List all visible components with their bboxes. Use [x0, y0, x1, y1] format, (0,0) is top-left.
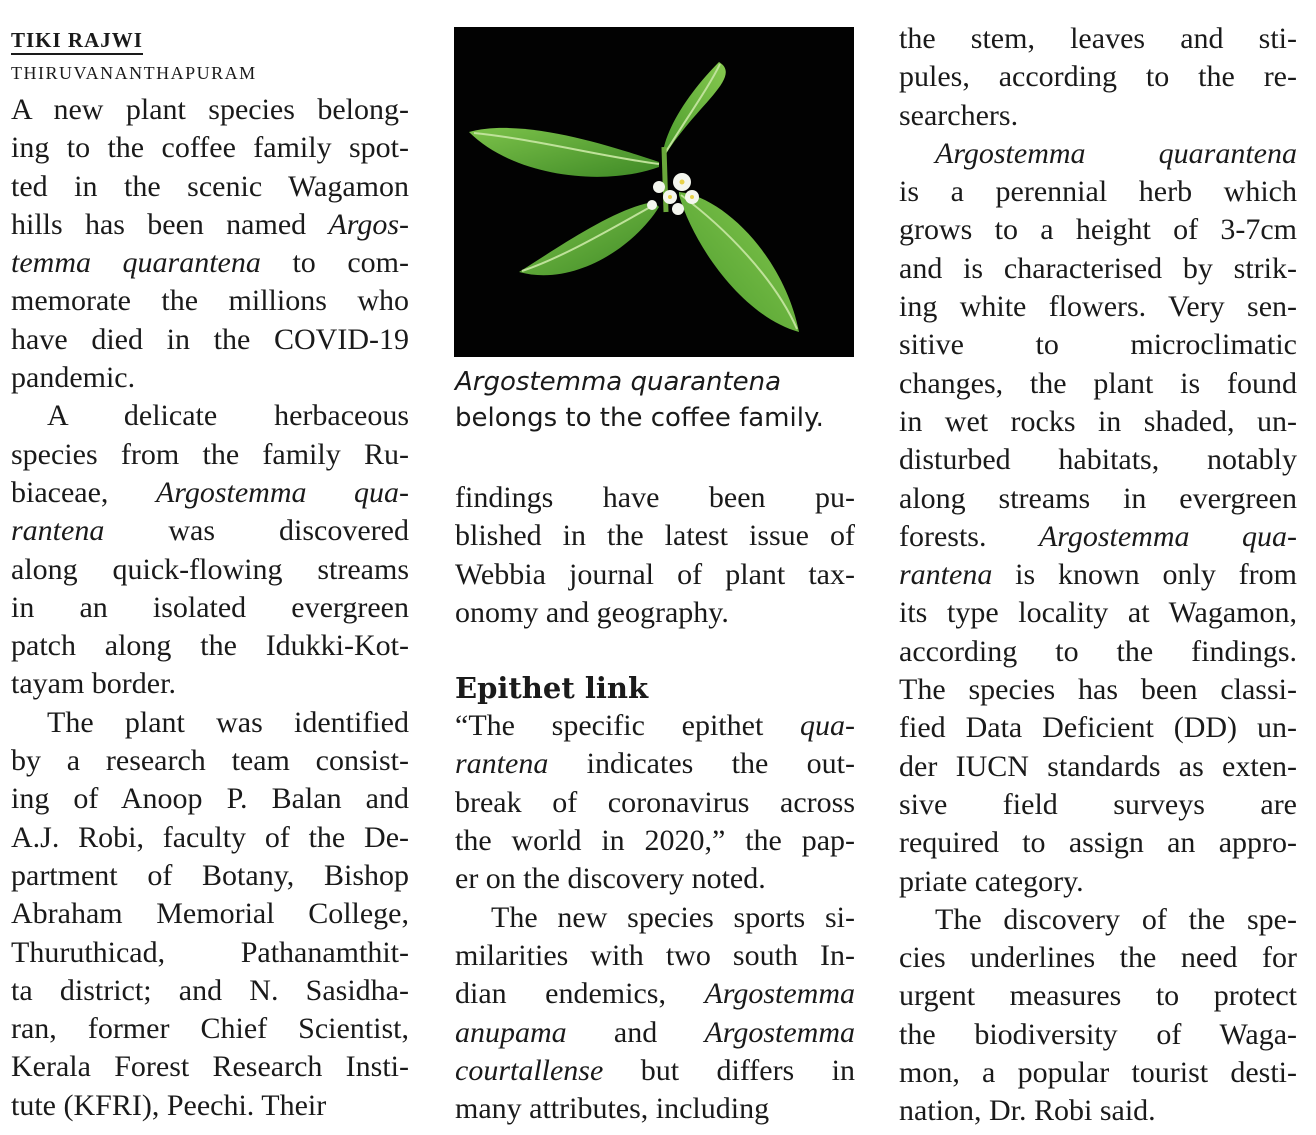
text-segment: partment of Botany, Bishop [11, 858, 409, 892]
text-line [899, 403, 1297, 441]
text-line [899, 211, 1297, 249]
text-segment: qua- [800, 709, 855, 743]
caption-text: belongs to the coffee family. [455, 403, 824, 433]
text-segment: Argostemma qua- [1038, 519, 1297, 553]
text-line [455, 1014, 855, 1052]
text-line [455, 707, 855, 745]
text-segment: tayam border. [11, 667, 176, 701]
text-segment: have died in the COVID-19 [11, 322, 409, 356]
caption-species-name: Argostemma quarantena [455, 367, 782, 397]
article-body-column-1 [11, 91, 409, 1125]
text-line [899, 824, 1297, 862]
text-line [899, 939, 1297, 977]
text-segment: cies underlines the need for [899, 941, 1297, 975]
column-3 [899, 20, 1297, 1131]
text-segment: and [566, 1015, 705, 1049]
text-line [899, 480, 1297, 518]
text-line [899, 863, 1297, 901]
text-segment: the biodiversity of Waga- [899, 1017, 1297, 1051]
text-segment: ran, former Chief Scientist, [11, 1012, 409, 1046]
text-line [455, 899, 855, 937]
text-segment: changes, the plant is found [899, 366, 1297, 400]
text-line [11, 474, 409, 512]
text-segment: sive field surveys are [899, 787, 1297, 821]
text-segment: disturbed habitats, notably [899, 443, 1297, 477]
text-line [11, 704, 409, 742]
text-line [899, 901, 1297, 939]
text-segment: along streams in evergreen [899, 481, 1297, 515]
text-segment: courtallense [455, 1053, 604, 1087]
photo-caption [455, 364, 855, 436]
text-segment: The discovery of the spe- [935, 902, 1297, 936]
text-segment: nation, Dr. Robi said. [899, 1094, 1156, 1128]
text-segment: patch along the Idukki-Kot- [11, 629, 409, 663]
text-segment: grows to a height of 3-7cm [899, 213, 1297, 247]
text-segment: ing of Anoop P. Balan and [11, 782, 409, 816]
text-segment: dian endemics, [455, 977, 705, 1011]
text-segment: Argos- [328, 207, 409, 241]
text-segment: along quick-flowing streams [11, 552, 409, 586]
subheading: Epithet link [455, 671, 649, 706]
text-segment: “The specific epithet [455, 709, 800, 743]
text-segment: The species has been classi- [899, 673, 1297, 707]
text-line [11, 168, 409, 206]
text-line [11, 206, 409, 244]
text-segment: break of coronavirus across [455, 785, 855, 819]
text-segment: Argostemma qua- [155, 475, 409, 509]
text-line [11, 857, 409, 895]
text-line [455, 745, 855, 783]
text-line [11, 359, 409, 397]
text-line [11, 551, 409, 589]
text-line [455, 822, 855, 860]
text-segment: by a research team consist- [11, 744, 409, 778]
text-line [11, 972, 409, 1010]
text-line [11, 589, 409, 627]
text-segment: findings have been pu- [455, 481, 855, 514]
text-line [11, 91, 409, 129]
text-segment: was discovered [104, 514, 409, 548]
text-segment: anupama [455, 1015, 567, 1049]
text-segment: temma quarantena [11, 246, 261, 280]
text-segment: The plant was identified [47, 705, 409, 739]
text-line [899, 250, 1297, 288]
text-segment: searchers. [899, 98, 1019, 132]
text-segment: in wet rocks in shaded, un- [899, 404, 1297, 438]
text-line [11, 512, 409, 550]
text-segment: biaceae, [11, 475, 156, 509]
text-segment: milarities with two south In- [455, 938, 855, 972]
text-line [11, 819, 409, 857]
text-segment: Thuruthicad, Pathanamthit- [11, 935, 409, 969]
text-segment: its type locality at Wagamon, [899, 596, 1297, 630]
text-segment: urgent measures to protect [899, 979, 1297, 1013]
text-segment: ing to the coffee family spot- [11, 131, 409, 165]
text-segment: Webbia journal of plant tax- [455, 557, 855, 591]
text-segment: many attributes, including [455, 1092, 770, 1126]
text-line [11, 934, 409, 972]
text-line [899, 326, 1297, 364]
column-1 [11, 0, 409, 1125]
text-segment: The new species sports si- [491, 900, 855, 934]
text-line [899, 135, 1297, 173]
text-line [11, 129, 409, 167]
text-segment: indicates the out- [548, 747, 855, 781]
text-segment: A delicate herbaceous [47, 399, 409, 433]
text-line [899, 594, 1297, 632]
text-segment: er on the discovery noted. [455, 862, 766, 896]
text-line [11, 780, 409, 818]
text-segment: species from the family Ru- [11, 437, 409, 471]
text-line [455, 975, 855, 1013]
text-segment: forests. [899, 519, 1039, 553]
plant-photo-icon [454, 27, 854, 357]
text-segment: ted in the scenic Wagamon [11, 169, 409, 203]
text-line [899, 173, 1297, 211]
text-segment: priate category. [899, 864, 1084, 898]
text-line [899, 709, 1297, 747]
text-line [899, 20, 1297, 58]
text-line [11, 665, 409, 703]
text-segment: rantena [11, 514, 105, 548]
text-segment: required to assign an appro- [899, 826, 1297, 860]
text-segment: rantena [455, 747, 549, 781]
text-line [455, 937, 855, 975]
text-segment: according to the findings. [899, 634, 1297, 668]
text-line [11, 627, 409, 665]
text-segment: Kerala Forest Research Insti- [11, 1050, 409, 1084]
text-line [455, 1052, 855, 1090]
text-segment: A new plant species belong- [11, 93, 409, 126]
text-line [899, 1016, 1297, 1054]
text-segment: is a perennial herb which [899, 175, 1297, 209]
text-line [11, 397, 409, 435]
text-line [11, 436, 409, 474]
text-line [455, 556, 855, 594]
text-segment: mon, a popular tourist desti- [899, 1056, 1297, 1090]
text-segment: der IUCN standards as exten- [899, 749, 1297, 783]
text-line [11, 1087, 409, 1125]
text-segment: ta district; and N. Sasidha- [11, 973, 409, 1007]
text-segment: in an isolated evergreen [11, 590, 409, 624]
text-segment: ing white flowers. Very sen- [899, 290, 1297, 324]
article-body-column-2-bottom [455, 707, 855, 1128]
text-segment: fied Data Deficient (DD) un- [899, 711, 1297, 745]
text-line [11, 1010, 409, 1048]
text-segment: memorate the millions who [11, 284, 409, 318]
text-line [899, 58, 1297, 96]
text-line [455, 517, 855, 555]
author-byline: TIKI RAJWI [11, 27, 143, 55]
text-segment: and is characterised by strik- [899, 251, 1297, 285]
text-line [11, 244, 409, 282]
article-body-column-2-top [455, 479, 855, 632]
text-segment: Abraham Memorial College, [11, 897, 409, 931]
text-segment: sitive to microclimatic [899, 328, 1297, 362]
text-line [899, 288, 1297, 326]
plant-photo [454, 27, 854, 357]
text-line [11, 282, 409, 320]
text-segment: Argostemma quarantena [935, 136, 1297, 170]
text-segment: hills has been named [11, 207, 329, 241]
text-segment: blished in the latest issue of [455, 519, 855, 553]
text-line [455, 784, 855, 822]
text-segment: Argostemma [704, 1015, 855, 1049]
text-line [455, 479, 855, 517]
text-segment: pules, according to the re- [899, 60, 1297, 94]
text-segment: the world in 2020,” the pap- [455, 824, 855, 858]
text-line [899, 748, 1297, 786]
text-line [899, 97, 1297, 135]
text-segment: onomy and geography. [455, 595, 729, 629]
text-line [455, 860, 855, 898]
text-line [455, 594, 855, 632]
text-line [455, 1090, 855, 1128]
text-segment: but differs in [603, 1053, 855, 1087]
text-segment: Argostemma [704, 977, 855, 1011]
text-line [899, 1092, 1297, 1130]
text-segment: the stem, leaves and sti- [899, 22, 1297, 55]
text-segment: tute (KFRI), Peechi. Their [11, 1088, 327, 1122]
article-body-column-3 [899, 20, 1297, 1131]
text-segment: to com- [260, 246, 409, 280]
text-segment: is known only from [992, 558, 1297, 592]
text-line [11, 1048, 409, 1086]
text-line [899, 441, 1297, 479]
text-line [899, 518, 1297, 556]
text-line [899, 365, 1297, 403]
text-line [899, 1054, 1297, 1092]
text-line [899, 633, 1297, 671]
text-line [899, 556, 1297, 594]
text-line [899, 977, 1297, 1015]
text-line [899, 671, 1297, 709]
column-2 [455, 479, 855, 1128]
text-line [11, 895, 409, 933]
text-segment: pandemic. [11, 361, 136, 395]
dateline: THIRUVANANTHAPURAM [11, 63, 257, 83]
text-segment: A.J. Robi, faculty of the De- [11, 820, 409, 854]
text-line [11, 742, 409, 780]
text-line [899, 786, 1297, 824]
text-line [11, 321, 409, 359]
text-segment: rantena [899, 558, 993, 592]
